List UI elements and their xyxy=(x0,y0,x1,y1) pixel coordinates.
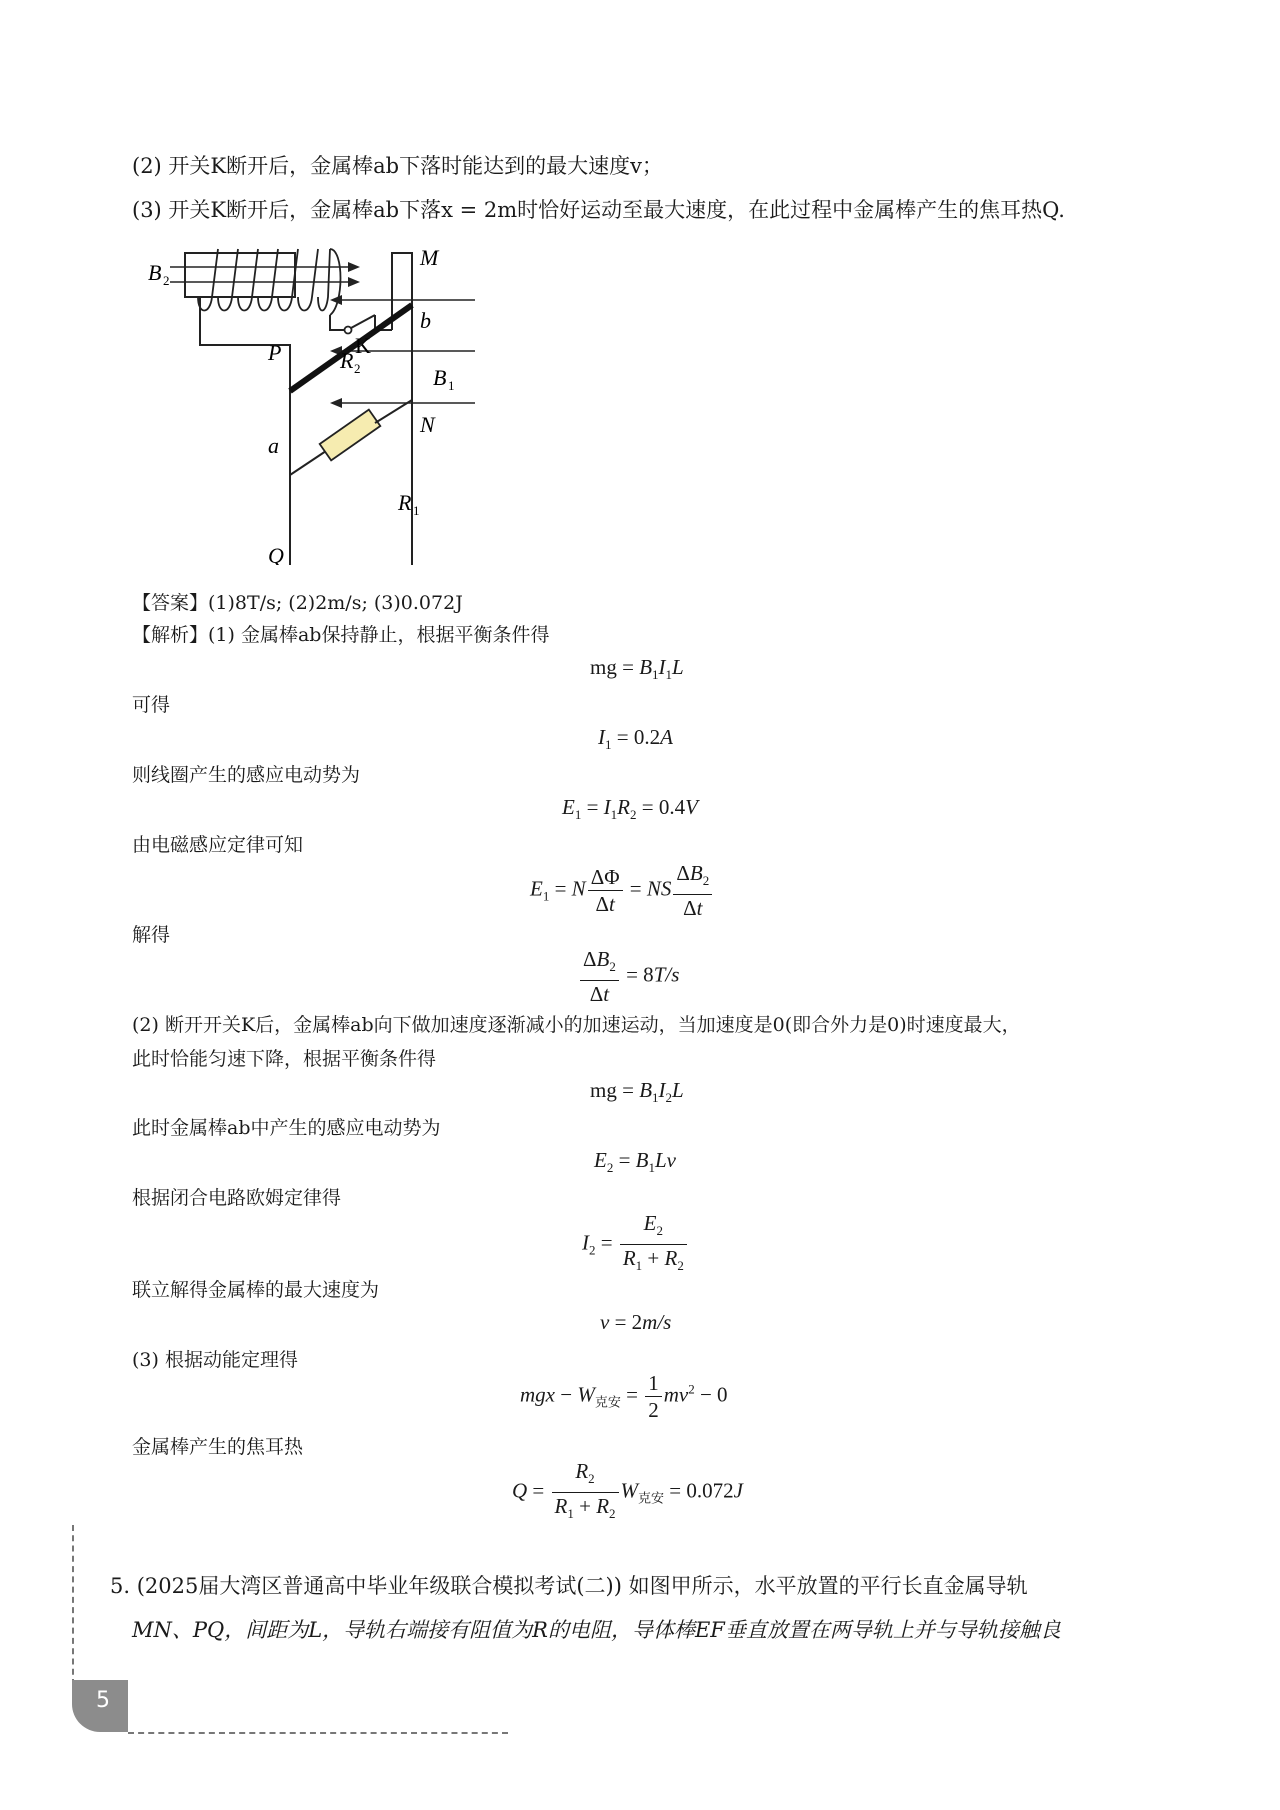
dashed-border-bottom xyxy=(128,1732,508,1734)
svg-text:1: 1 xyxy=(448,378,455,393)
text-joule-heat: 金属棒产生的焦耳热 xyxy=(132,1436,304,1458)
eq-v: v = 2m/s xyxy=(600,1310,672,1334)
text-emf-coil: 则线圈产生的感应电动势为 xyxy=(132,764,361,786)
answer-text: (1)8T/s; (2)2m/s; (3)0.072J xyxy=(208,592,463,614)
label-n: N xyxy=(420,412,435,437)
eq-work-energy: mgx − $W_{克安}$ = $\frac{1}{2}$ $mv^2 - 0$ xyxy=(520,1371,728,1422)
dashed-border-left xyxy=(72,1525,74,1685)
label-b2: B xyxy=(148,260,162,285)
label-k: K xyxy=(355,333,371,358)
label-p: P xyxy=(268,340,282,365)
label-r1: R xyxy=(398,490,412,515)
label-q: Q xyxy=(268,543,284,565)
next-question-line1: 5. (2025届大湾区普通高中毕业年级联合模拟考试(二)) 如图甲所示，水平放置的平行长直金属导轨 xyxy=(110,1574,1028,1598)
resistor-r1 xyxy=(320,410,381,461)
text-faraday: 由电磁感应定律可知 xyxy=(132,834,304,856)
eq-q: Q = $\frac{R_2}{R_1 + R_2}$ $W_{克安} = 0.072J$ xyxy=(512,1459,743,1522)
text-jiede: 解得 xyxy=(132,924,171,946)
text-max-speed: 联立解得金属棒的最大速度为 xyxy=(132,1279,380,1301)
text-ohm: 根据闭合电路欧姆定律得 xyxy=(132,1187,342,1209)
analysis-intro: 【解析】(1) 金属棒ab保持静止，根据平衡条件得 xyxy=(132,624,550,646)
question-part-2: (2) 开关K断开后，金属棒ab下落时能达到的最大速度v； xyxy=(132,154,663,178)
answer-tag: 【答案】 xyxy=(132,592,209,614)
circuit-figure xyxy=(130,235,490,565)
part2-line1: (2) 断开开关K后，金属棒ab向下做加速度逐渐减小的加速运动，当加速度是0(即合外力是0)时速度最大， xyxy=(132,1014,1021,1036)
eq-faraday: $E_1 = N$ $\frac{\Delta\Phi}{\Delta t}$ = NS $\frac{\Delta B_2}{\Delta t}$ xyxy=(530,860,714,921)
eq-e2: $E_2 = B_1Lv$ xyxy=(594,1148,676,1176)
analysis-tag: 【解析】 xyxy=(132,624,209,646)
label-b: b xyxy=(420,308,431,333)
text-kede: 可得 xyxy=(132,694,171,716)
label-a: a xyxy=(268,433,279,458)
eq-balance-2: mg = $B_1I_2L$ xyxy=(590,1078,684,1106)
eq-i1: $I_1 = 0.2A$ xyxy=(598,725,673,753)
switch-k xyxy=(345,327,352,334)
label-m: M xyxy=(420,245,439,270)
eq-e1: $E_1 = I_1R_2 = 0.4V$ xyxy=(562,795,698,823)
part2-line2: 此时恰能匀速下降，根据平衡条件得 xyxy=(132,1048,437,1070)
next-question-line2: MN、PQ，间距为L，导轨右端接有阻值为R的电阻，导体棒EF垂直放置在两导轨上并与导轨接触良 xyxy=(132,1618,1061,1642)
eq-i2: $I_2$ = $\frac{E_2}{R_1 + R_2}$ xyxy=(582,1210,689,1279)
svg-text:2: 2 xyxy=(163,273,170,288)
eq-db2dt: $\frac{\Delta B_2}{\Delta t}$ = 8T/s xyxy=(578,946,679,1007)
svg-text:2: 2 xyxy=(354,361,361,376)
eq-balance-1: mg = $B_1I_1L$ xyxy=(590,655,684,683)
label-b1: B xyxy=(433,365,447,390)
solenoid-core xyxy=(185,253,295,297)
label-r2: R xyxy=(340,348,354,373)
left-rail-wire xyxy=(200,297,290,565)
part3-text: (3) 根据动能定理得 xyxy=(132,1349,298,1371)
question-part-3: (3) 开关K断开后，金属棒ab下落x = 2m时恰好运动至最大速度，在此过程中金属棒产生的焦耳热Q. xyxy=(132,198,1065,222)
svg-text:1: 1 xyxy=(413,503,420,518)
page-number: 5 xyxy=(96,1688,110,1713)
text-rod-emf: 此时金属棒ab中产生的感应电动势为 xyxy=(132,1117,441,1139)
answer-line xyxy=(132,588,463,615)
